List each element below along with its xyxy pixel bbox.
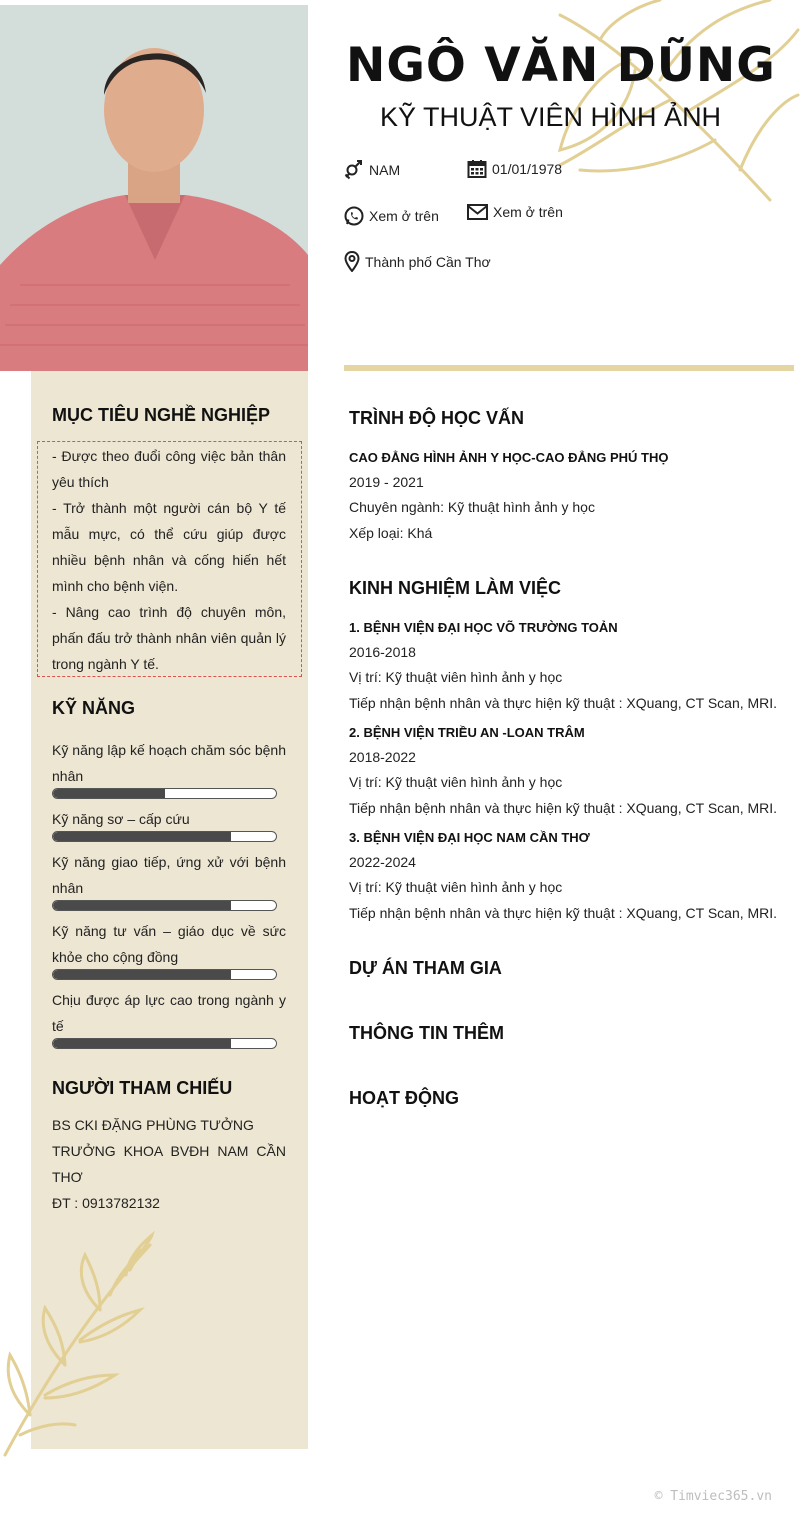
education-rank: Xếp loại: Khá — [349, 525, 433, 541]
skill-label: Kỹ năng giao tiếp, ứng xử với bệnh nhân — [52, 854, 286, 896]
experience-heading: KINH NGHIỆM LÀM VIỆC — [349, 578, 562, 598]
contact-phone — [344, 206, 439, 226]
skill-bar-fill — [53, 832, 231, 841]
skill-bar — [52, 969, 277, 980]
job-position: Vị trí: Kỹ thuật viên hình ảnh y học — [349, 879, 563, 895]
calendar-icon — [467, 159, 487, 179]
job-position: Vị trí: Kỹ thuật viên hình ảnh y học — [349, 774, 563, 790]
email-value: Xem ở trên — [493, 204, 563, 220]
job-company: 1. BỆNH VIỆN ĐẠI HỌC VÕ TRƯỜNG TOẢN — [349, 620, 618, 635]
contact-email — [467, 203, 563, 221]
header-divider — [344, 365, 794, 371]
skill-label: Kỹ năng lập kế hoạch chăm sóc bệnh nhân — [52, 742, 286, 784]
reference-line: THƠ — [52, 1169, 83, 1185]
skill-bar-fill — [53, 1039, 231, 1048]
references-heading: NGƯỜI THAM CHIẾU — [52, 1078, 233, 1098]
skill-bar-fill — [53, 970, 231, 979]
skill-bar — [52, 788, 277, 799]
job-company: 3. BỆNH VIỆN ĐẠI HỌC NAM CẦN THƠ — [349, 830, 590, 845]
skill-bar-fill — [53, 789, 165, 798]
job-title: KỸ THUẬT VIÊN HÌNH ẢNH — [380, 102, 722, 132]
job-years: 2016-2018 — [349, 644, 416, 660]
skill-label: Chịu được áp lực cao trong ngành y tế — [52, 992, 286, 1034]
skill-label: Kỹ năng tư vấn – giáo dục về sức khỏe cho cộng đồng — [52, 923, 286, 965]
skill-label: Kỹ năng sơ – cấp cứu — [52, 811, 190, 827]
candidate-name: NGÔ VĂN DŨNG — [346, 38, 776, 93]
job-position: Vị trí: Kỹ thuật viên hình ảnh y học — [349, 669, 563, 685]
leaf-decoration-bottom — [0, 1230, 170, 1460]
job-description: Tiếp nhận bệnh nhân và thực hiện kỹ thuật : XQuang, CT Scan, MRI. — [349, 905, 778, 921]
gender-value: NAM — [369, 162, 401, 178]
reference-line: BS CKI ĐẶNG PHÙNG TƯỞNG — [52, 1117, 254, 1133]
activities-heading: HOẠT ĐỘNG — [349, 1088, 459, 1108]
job-description: Tiếp nhận bệnh nhân và thực hiện kỹ thuật : XQuang, CT Scan, MRI. — [349, 695, 778, 711]
phone-value: Xem ở trên — [369, 208, 439, 224]
additional-info-heading: THÔNG TIN THÊM — [349, 1023, 504, 1043]
skill-bar — [52, 900, 277, 911]
education-heading: TRÌNH ĐỘ HỌC VẤN — [349, 408, 524, 428]
skills-heading: KỸ NĂNG — [52, 698, 136, 718]
location-pin-icon — [344, 251, 360, 272]
gender-icon — [344, 160, 364, 180]
contact-address — [344, 251, 491, 272]
skill-bar — [52, 1038, 277, 1049]
objective-text: - Được theo đuổi công việc bản thân yêu thích - Trở thành một người cán bộ Y tế mẫu mực, có thể cứu giúp được nhiều bệnh nhân và cống hiến hết mình cho bệnh viện. - Nâng cao trình độ chuyên môn, phấn đấu trở thành nhân viên quản lý trong ngành Y tế. — [52, 448, 286, 672]
skill-bar — [52, 831, 277, 842]
contact-birthdate — [467, 159, 562, 179]
reference-line: TRƯỞNG KHOA BVĐH NAM CẦN — [52, 1143, 286, 1159]
profile-photo — [0, 5, 308, 371]
education-years: 2019 - 2021 — [349, 474, 424, 490]
job-years: 2018-2022 — [349, 749, 416, 765]
contact-gender — [344, 160, 400, 180]
phone-icon — [344, 206, 364, 226]
reference-line: ĐT : 0913782132 — [52, 1195, 160, 1211]
mail-icon — [467, 203, 488, 221]
objective-heading: MỤC TIÊU NGHỀ NGHIỆP — [52, 405, 271, 425]
education-major: Chuyên ngành: Kỹ thuật hình ảnh y học — [349, 499, 595, 515]
address-value: Thành phố Cần Thơ — [365, 253, 491, 270]
education-school: CAO ĐẲNG HÌNH ẢNH Y HỌC-CAO ĐẲNG PHÚ THỌ — [349, 450, 669, 465]
projects-heading: DỰ ÁN THAM GIA — [349, 958, 502, 978]
birthdate-value: 01/01/1978 — [492, 161, 563, 177]
skill-bar-fill — [53, 901, 231, 910]
job-years: 2022-2024 — [349, 854, 416, 870]
watermark: © Timviec365.vn — [654, 1489, 772, 1504]
job-description: Tiếp nhận bệnh nhân và thực hiện kỹ thuật : XQuang, CT Scan, MRI. — [349, 800, 778, 816]
job-company: 2. BỆNH VIỆN TRIỀU AN -LOAN TRÂM — [349, 725, 585, 740]
